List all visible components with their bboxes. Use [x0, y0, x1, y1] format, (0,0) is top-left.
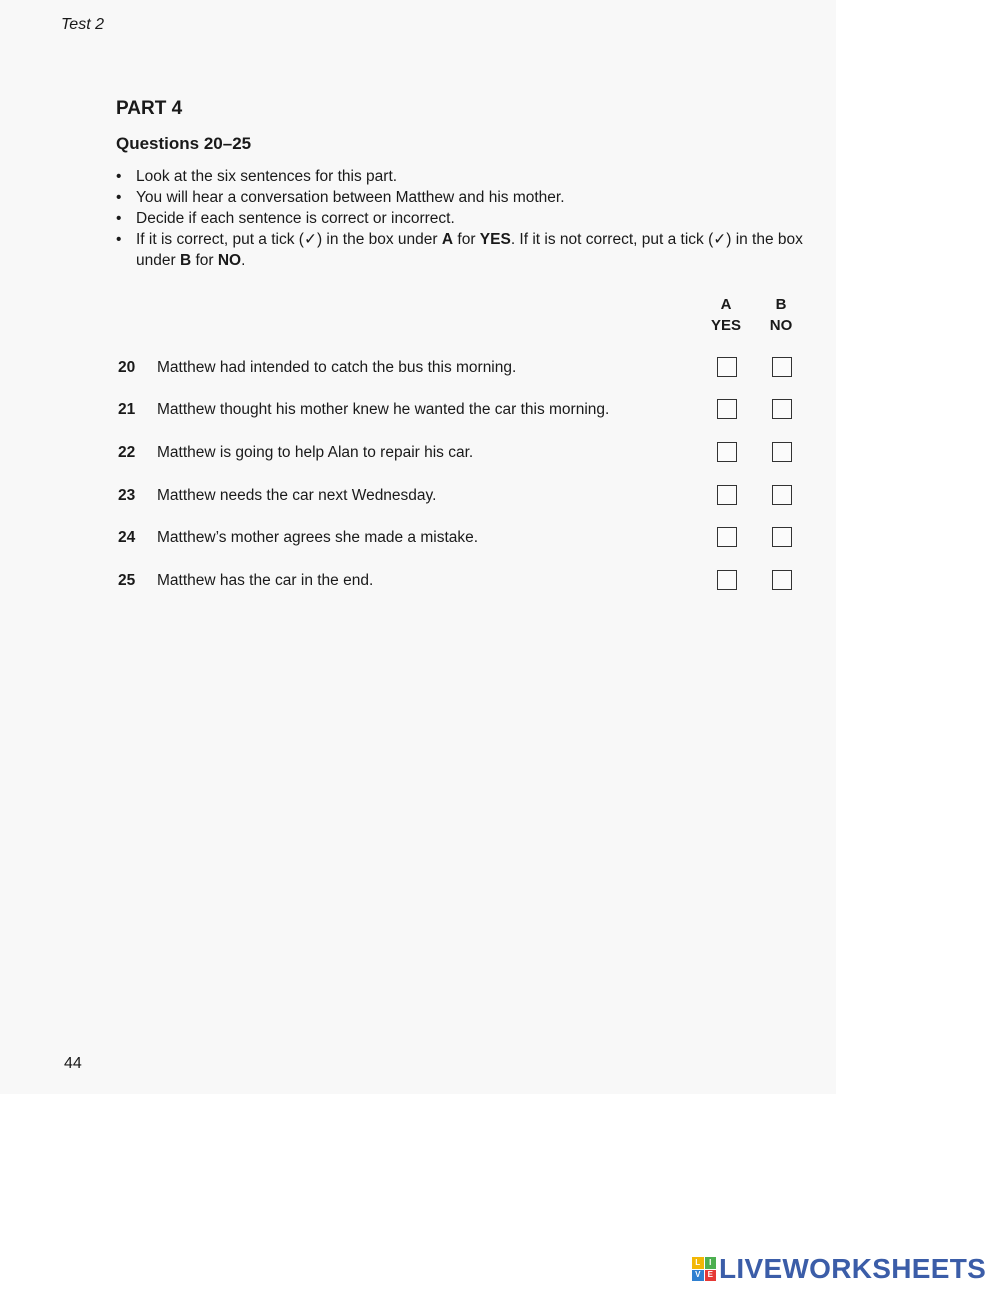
question-row-21: [116, 399, 816, 423]
answer-box-no-22[interactable]: [772, 442, 792, 462]
column-label-yes: YES: [710, 317, 741, 334]
question-number: 21: [118, 401, 136, 418]
question-row-22: [116, 442, 816, 466]
question-row-20: [116, 357, 816, 381]
bullet-icon: •: [116, 168, 122, 185]
question-number: 22: [118, 444, 136, 461]
question-text: Matthew thought his mother knew he wanted the car this morning.: [157, 401, 610, 418]
question-row-25: [116, 570, 816, 594]
question-row-23: [116, 485, 816, 509]
question-number: 24: [118, 529, 136, 546]
answer-box-no-21[interactable]: [772, 399, 792, 419]
column-header-yes: [701, 294, 751, 336]
instruction-item: • If it is correct, put a tick (✓) in the box under A for YES. If it is not correct, put a tick (✓) in the box under B for NO.: [116, 231, 803, 269]
column-letter-a: A: [720, 296, 732, 313]
liveworksheets-logo-icon: [692, 1257, 716, 1281]
bullet-icon: •: [116, 189, 122, 206]
question-text: Matthew’s mother agrees she made a mistake.: [157, 529, 479, 546]
bullet-icon: •: [116, 231, 122, 248]
answer-box-no-20[interactable]: [772, 357, 792, 377]
logo-mark-tile: V: [692, 1270, 704, 1282]
column-header-no: [756, 294, 806, 336]
answer-box-yes-23[interactable]: [717, 485, 737, 505]
logo-mark-tile: I: [705, 1257, 717, 1269]
question-row-24: [116, 527, 816, 551]
bullet-icon: •: [116, 210, 122, 227]
column-letter-b: B: [775, 296, 787, 313]
answer-box-yes-22[interactable]: [717, 442, 737, 462]
answer-box-no-23[interactable]: [772, 485, 792, 505]
questions-range: Questions 20–25: [116, 134, 252, 153]
test-label: Test 2: [61, 16, 104, 33]
question-number: 23: [118, 487, 136, 504]
answer-box-yes-24[interactable]: [717, 527, 737, 547]
answer-box-no-24[interactable]: [772, 527, 792, 547]
page-number: 44: [64, 1055, 82, 1072]
instruction-item: • You will hear a conversation between Matthew and his mother.: [116, 189, 565, 206]
logo-mark-tile: E: [705, 1270, 717, 1282]
column-label-no: NO: [769, 317, 793, 334]
question-text: Matthew needs the car next Wednesday.: [157, 487, 437, 504]
instruction-item: • Decide if each sentence is correct or incorrect.: [116, 210, 455, 227]
part-title: PART 4: [116, 98, 183, 119]
question-text: Matthew is going to help Alan to repair his car.: [157, 444, 474, 461]
answer-box-no-25[interactable]: [772, 570, 792, 590]
answer-box-yes-20[interactable]: [717, 357, 737, 377]
answer-box-yes-21[interactable]: [717, 399, 737, 419]
instructions-list: [116, 166, 806, 271]
question-number: 25: [118, 572, 136, 589]
question-text: Matthew has the car in the end.: [157, 572, 374, 589]
instruction-item: • Look at the six sentences for this part.: [116, 168, 398, 185]
logo-mark-tile: L: [692, 1257, 704, 1269]
question-number: 20: [118, 359, 136, 376]
liveworksheets-logo: [692, 1254, 986, 1284]
question-text: Matthew had intended to catch the bus this morning.: [157, 359, 517, 376]
answer-box-yes-25[interactable]: [717, 570, 737, 590]
logo-text: LIVEWORKSHEETS: [719, 1253, 987, 1284]
